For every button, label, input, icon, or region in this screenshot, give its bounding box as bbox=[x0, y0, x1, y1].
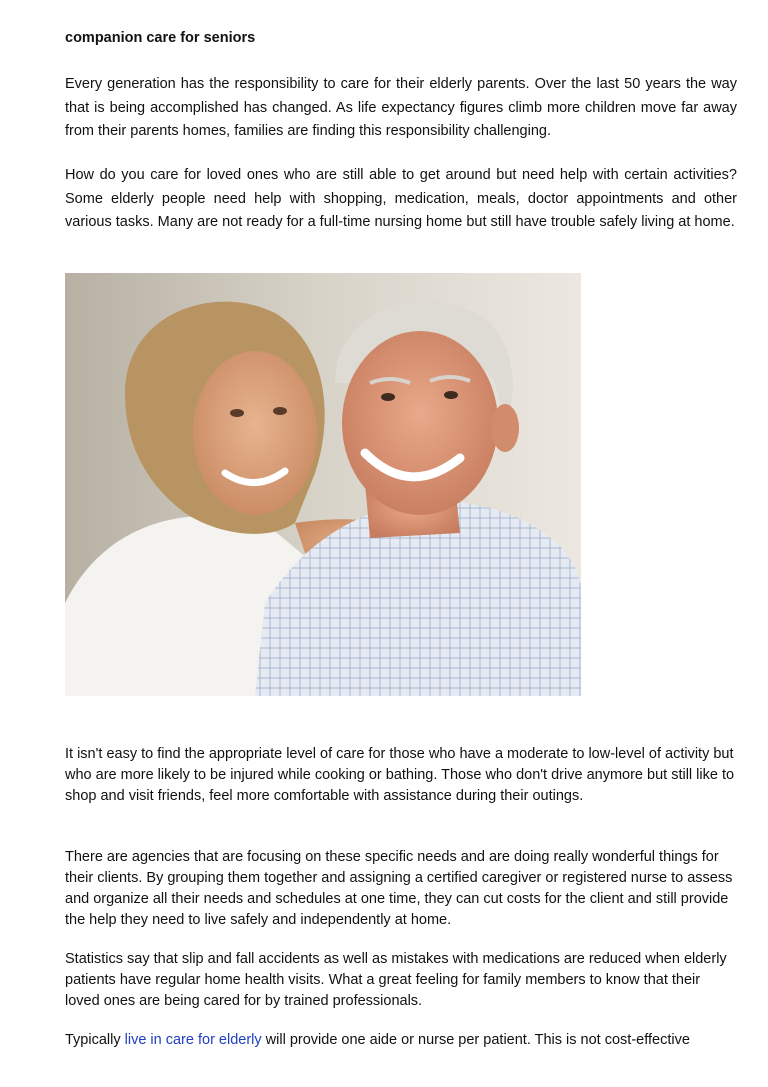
paragraph-questions: How do you care for loved ones who are still able to get around but need help with certain activities? Some elderly people need help with shopping, medication, meals, doctor appointments and other various tasks. Many are not ready for a full-time nursing home but still have trouble safely living at home. bbox=[65, 167, 737, 230]
paragraph-statistics: Statistics say that slip and fall accidents as well as mistakes with medications are reduced when elderly patients have regular home health visits. What a great feeling for family members to know that their loved ones are being cared for by trained professionals. bbox=[65, 951, 727, 1009]
paragraph-typically bbox=[65, 1030, 737, 1051]
live-in-care-link[interactable]: live in care for elderly bbox=[124, 1032, 262, 1048]
caregiver-senior-photo bbox=[65, 273, 581, 696]
paragraph-agencies: There are agencies that are focusing on these specific needs and are doing really wonderful things for their clients. By grouping them together and assigning a certified caregiver or registered nurse to assess and organize all their needs and schedules at one time, they can cut costs for the client and still provide the help they need to live safely and independently at home. bbox=[65, 849, 733, 928]
photo-illustration bbox=[65, 273, 581, 696]
document-title: companion care for seniors bbox=[65, 30, 256, 46]
paragraph-intro: Every generation has the responsibility to care for their elderly parents. Over the last 50 years the way that is being accomplished has changed. As life expectancy figures climb more children move far away from their parents homes, families are finding this responsibility challenging. bbox=[65, 76, 737, 139]
paragraph-typically-rest: will provide one aide or nurse per patient. This is not cost-effective bbox=[261, 1032, 690, 1048]
paragraph-level-of-care: It isn't easy to find the appropriate level of care for those who have a moderate to low-level of activity but who are more likely to be injured while cooking or bathing. Those who don't drive anymore but still like to shop and visit friends, feel more comfortable with assistance during their outings. bbox=[65, 746, 735, 804]
paragraph-typically-lead: Typically bbox=[65, 1032, 125, 1048]
